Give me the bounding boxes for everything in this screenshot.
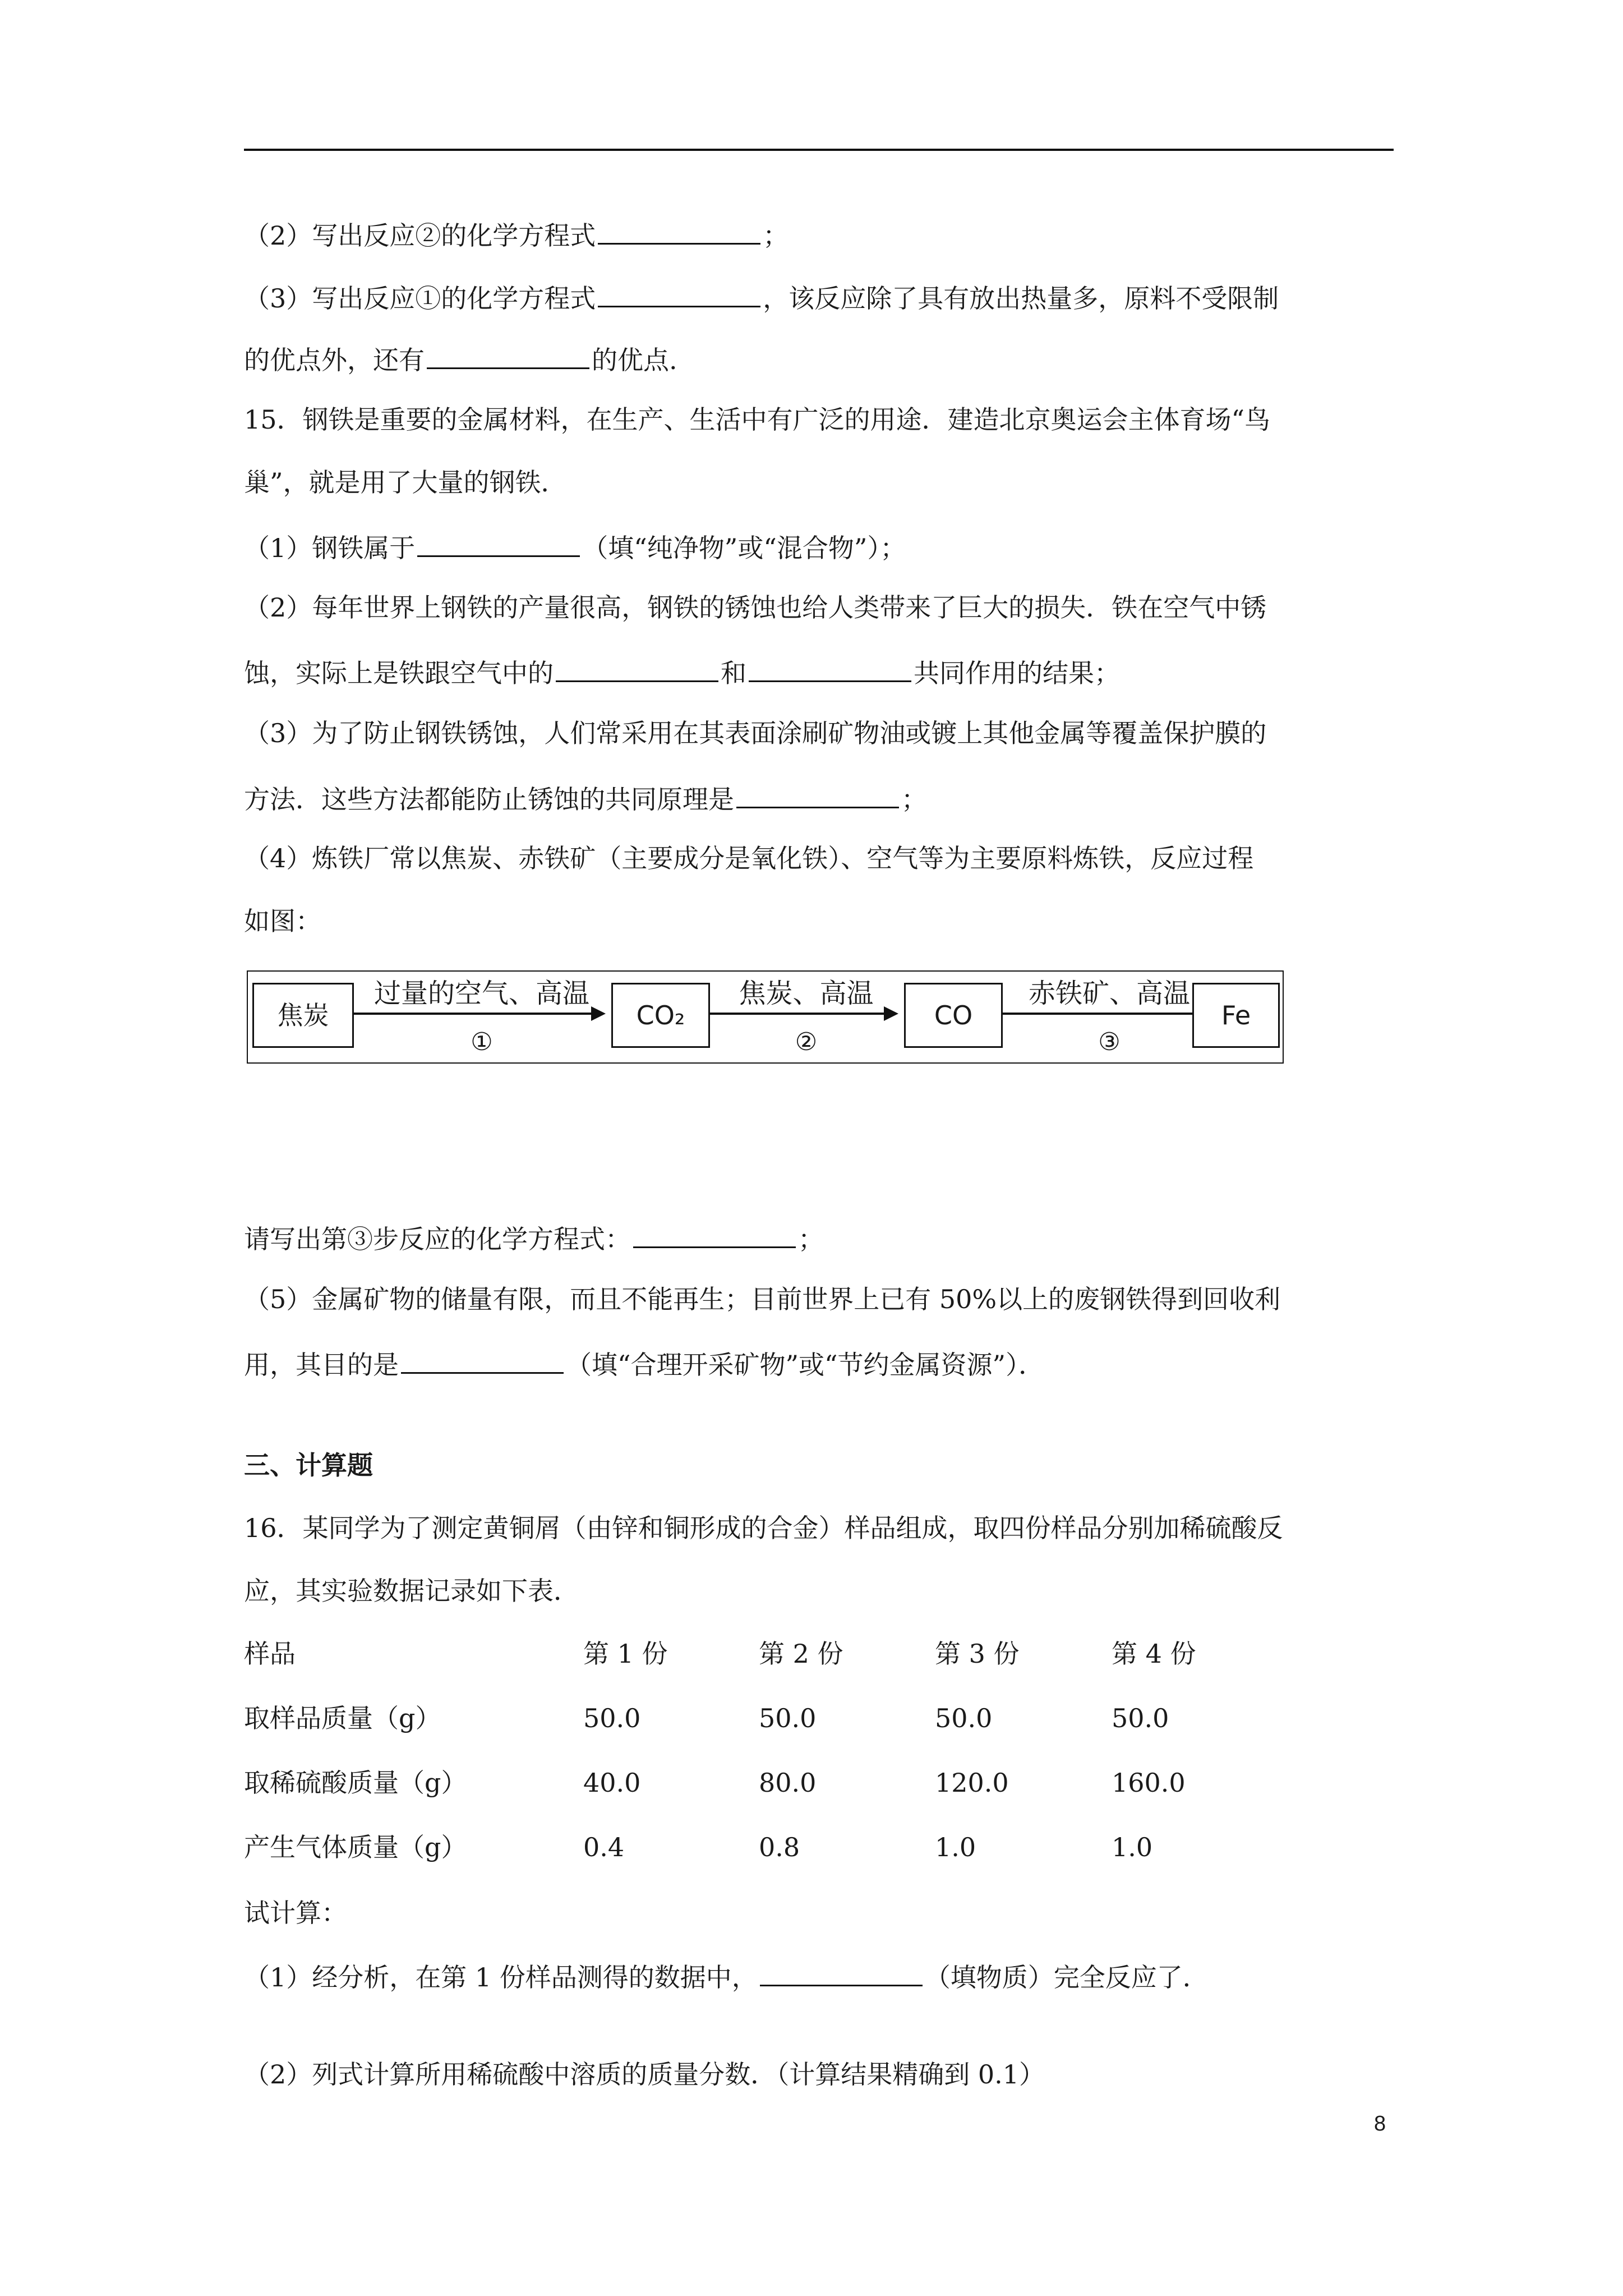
answer-blank[interactable]: [598, 216, 760, 245]
flow-box-co2: CO₂: [611, 983, 710, 1048]
table-cell: 0.4: [583, 1832, 625, 1862]
flow-arrow-2: [708, 1013, 889, 1015]
answer-blank[interactable]: [401, 1345, 564, 1374]
flow-arrow-1: [352, 1013, 597, 1015]
q15-part1-hint: （填“纯净物”或“混合物”）；: [582, 533, 906, 563]
table-cell: 80.0: [759, 1768, 817, 1798]
flow-box-coke: 焦炭: [252, 983, 354, 1048]
q14-part3-text: （3）写出反应①的化学方程式: [244, 283, 596, 314]
ironmaking-flow-diagram: [247, 970, 1284, 1064]
flow-box-fe: Fe: [1192, 983, 1280, 1048]
answer-blank[interactable]: [598, 279, 760, 307]
q16-part1-text: （1）经分析，在第 1 份样品测得的数据中，: [244, 1962, 758, 1993]
q15-part4-equation-text: 请写出第③步反应的化学方程式：: [244, 1224, 631, 1254]
q15-part4-line1: （4）炼铁厂常以焦炭、赤铁矿（主要成分是氧化铁）、空气等为主要原料炼铁，反应过程: [244, 843, 1254, 873]
q15-part2-line1: （2）每年世界上钢铁的产量很高，钢铁的锈蚀也给人类带来了巨大的损失．铁在空气中锈: [244, 592, 1267, 623]
answer-blank[interactable]: [427, 341, 589, 369]
table-cell: 1.0: [935, 1832, 976, 1862]
q14-part2-text: （2）写出反应②的化学方程式: [244, 220, 596, 251]
q15-part3-end: ；: [901, 784, 927, 815]
q14-part3-line2-text: 的优点外，还有: [244, 345, 425, 375]
q15-part2-line2: [244, 654, 1120, 690]
header-rule: [244, 149, 1394, 151]
table-header-cell: 第 2 份: [759, 1639, 843, 1669]
table-cell: 40.0: [583, 1768, 641, 1798]
table-cell: 0.8: [759, 1832, 800, 1862]
answer-blank[interactable]: [417, 528, 580, 557]
q15-part4-equation-end: ；: [798, 1224, 824, 1254]
q15-part1-text: （1）钢铁属于: [244, 533, 416, 563]
q15-part5-line1: （5）金属矿物的储量有限，而且不能再生；目前世界上已有 50%以上的废钢铁得到回收利: [244, 1284, 1281, 1314]
q15-part2-end: 共同作用的结果；: [914, 658, 1120, 688]
q15-part3-text: 方法．这些方法都能防止锈蚀的共同原理是: [244, 784, 734, 815]
q15-part2-and: 和: [721, 658, 746, 688]
page-number: 8: [1374, 2112, 1386, 2136]
flow-box-co: CO: [904, 983, 1003, 1048]
flow-step-2: ②: [795, 1028, 818, 1056]
q15-part2-text: 蚀，实际上是铁跟空气中的: [244, 658, 554, 688]
table-header-cell: 第 4 份: [1112, 1639, 1196, 1669]
table-cell: 产生气体质量（g）: [244, 1832, 467, 1862]
q14-part2-end: ；: [763, 220, 789, 251]
q15-intro-line1: 15．钢铁是重要的金属材料，在生产、生活中有广泛的用途．建造北京奥运会主体育场“鸟: [244, 404, 1271, 435]
q15-intro-line2: 巢”，就是用了大量的钢铁．: [244, 467, 567, 498]
q15-part3-line2: [244, 780, 927, 816]
flow-step-3: ③: [1098, 1028, 1121, 1056]
q15-part3-line1: （3）为了防止钢铁锈蚀，人们常采用在其表面涂刷矿物油或镀上其他金属等覆盖保护膜的: [244, 718, 1267, 748]
q16-part1: [244, 1958, 1209, 1994]
q14-part3-text2: ，该反应除了具有放出热量多，原料不受限制: [763, 283, 1279, 314]
q14-part3-line1: [244, 279, 1279, 315]
answer-blank[interactable]: [760, 1958, 923, 1986]
section-heading: 三、计算题: [244, 1450, 373, 1480]
table-header-cell: 样品: [244, 1639, 296, 1669]
table-cell: 50.0: [759, 1703, 817, 1733]
table-cell: 120.0: [935, 1768, 1009, 1798]
answer-blank[interactable]: [556, 654, 718, 682]
q16-intro-line1: 16．某同学为了测定黄铜屑（由锌和铜形成的合金）样品组成，取四份样品分别加稀硫酸反: [244, 1513, 1283, 1543]
table-cell: 160.0: [1112, 1768, 1186, 1798]
flow-arrow-3: [1001, 1013, 1203, 1015]
q16-part1-hint: （填物质）完全反应了．: [924, 1962, 1209, 1993]
q14-part3-line2: [244, 341, 677, 377]
table-header-cell: 第 1 份: [583, 1639, 668, 1669]
answer-blank[interactable]: [633, 1220, 796, 1248]
q14-part2: [244, 216, 789, 252]
table-cell: 取样品质量（g）: [244, 1703, 441, 1733]
table-cell: 50.0: [935, 1703, 993, 1733]
q16-calc-label: 试计算：: [244, 1898, 347, 1928]
answer-blank[interactable]: [749, 654, 911, 682]
q15-part1: [244, 528, 906, 565]
q15-part5-text: 用，其目的是: [244, 1350, 399, 1380]
q15-part5-line2: [244, 1345, 1044, 1382]
flow-condition-1: 过量的空气、高温: [374, 978, 589, 1009]
table-cell: 50.0: [1112, 1703, 1169, 1733]
q16-part2: （2）列式计算所用稀硫酸中溶质的质量分数．（计算结果精确到 0.1）: [244, 2059, 1045, 2090]
table-cell: 1.0: [1112, 1832, 1153, 1862]
flow-step-1: ①: [471, 1028, 493, 1056]
q14-part3-line2-end: 的优点.: [592, 345, 677, 375]
table-cell: 取稀硫酸质量（g）: [244, 1768, 467, 1798]
q15-part5-hint: （填“合理开采矿物”或“节约金属资源”）．: [566, 1350, 1045, 1380]
q15-part4-line2: 如图：: [244, 906, 321, 936]
flow-condition-2: 焦炭、高温: [739, 978, 874, 1009]
table-cell: 50.0: [583, 1703, 641, 1733]
table-header-cell: 第 3 份: [935, 1639, 1020, 1669]
answer-blank[interactable]: [736, 780, 899, 808]
data-table: [244, 1637, 1310, 1884]
q15-part4-equation: [244, 1220, 824, 1256]
q16-intro-line2: 应，其实验数据记录如下表．: [244, 1576, 579, 1606]
flow-condition-3: 赤铁矿、高温: [1028, 978, 1190, 1009]
